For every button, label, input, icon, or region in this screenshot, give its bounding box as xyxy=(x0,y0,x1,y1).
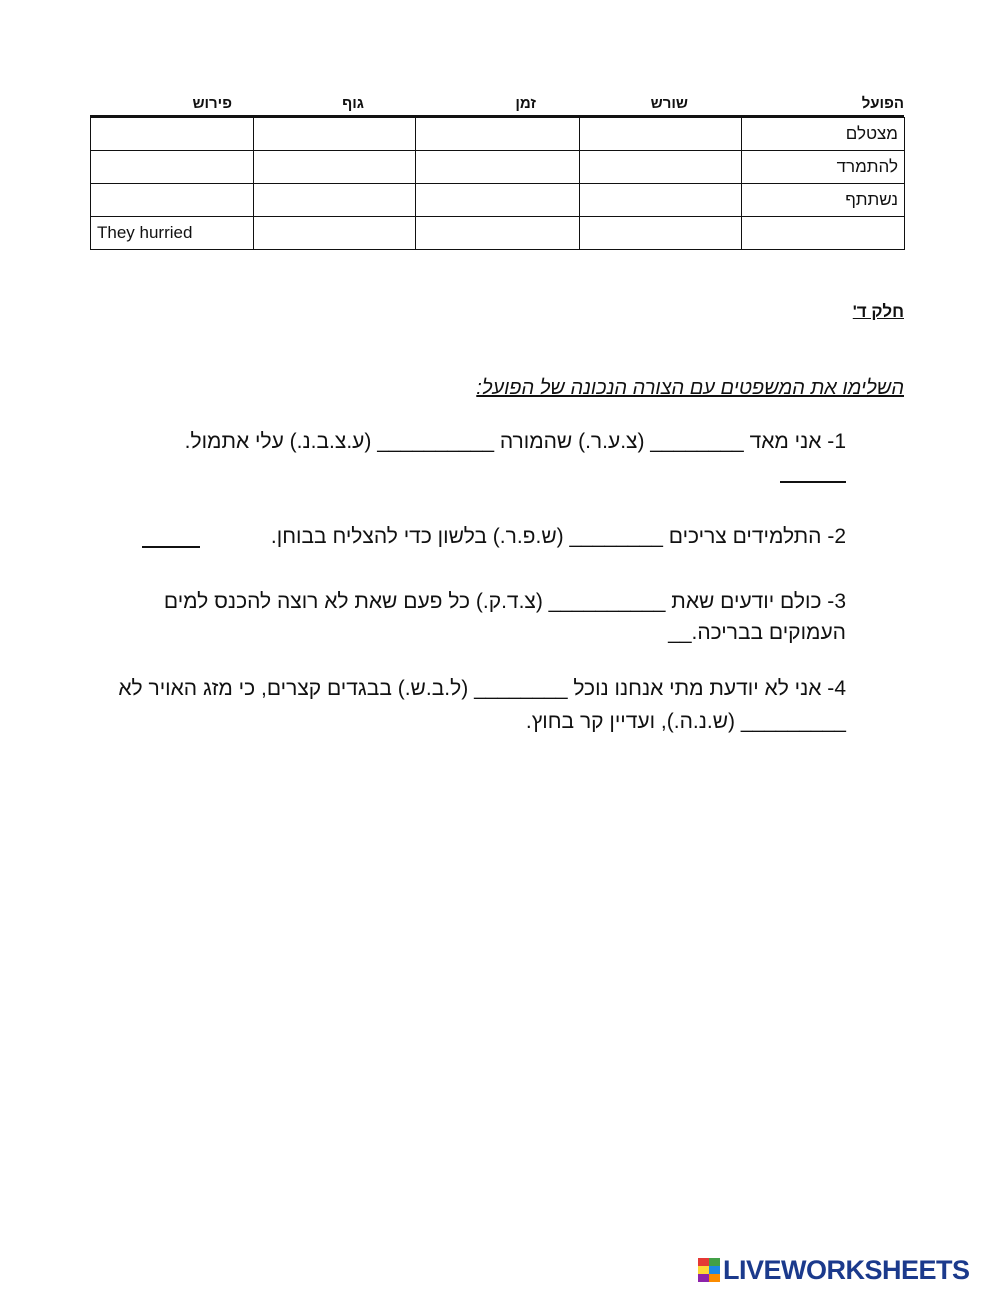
meaning-cell[interactable] xyxy=(91,184,254,217)
verb-cell: נשתתף xyxy=(742,184,905,217)
liveworksheets-logo xyxy=(698,1255,994,1285)
logo-text: LIVEWORKSHEETS xyxy=(723,1254,970,1285)
tense-cell[interactable] xyxy=(416,217,580,250)
root-cell[interactable] xyxy=(580,217,742,250)
meaning-cell: They hurried xyxy=(91,217,254,250)
logo-block xyxy=(698,1266,709,1274)
header-verb: הפועל xyxy=(861,95,904,112)
question-4-continuation: _________ (ש.נ.ה.), ועדיין קר בחוץ. xyxy=(525,710,846,733)
logo-block xyxy=(698,1274,709,1282)
question-2-text: 2- התלמידים צריכים ________ (ש.פ.ר.) בלשון כדי להצליח בבוחן. xyxy=(270,525,846,548)
section-title: חלק ד' xyxy=(852,302,904,321)
table-row xyxy=(91,151,905,184)
table-header-row xyxy=(90,95,904,117)
logo-block xyxy=(709,1274,720,1282)
logo-block xyxy=(698,1258,709,1266)
verb-cell[interactable] xyxy=(742,217,905,250)
table-row xyxy=(91,184,905,217)
meaning-cell[interactable] xyxy=(91,118,254,151)
logo-block xyxy=(709,1258,720,1266)
verb-cell: מצטלם xyxy=(742,118,905,151)
answer-grid xyxy=(90,117,905,250)
answer-blank[interactable] xyxy=(780,481,846,483)
table-row xyxy=(91,118,905,151)
tense-cell[interactable] xyxy=(416,184,580,217)
question-1-text: 1- אני מאד ________ (צ.ע.ר.) שהמורה __________ (ע.צ.ב.נ.) עלי אתמול. xyxy=(184,430,846,453)
root-cell[interactable] xyxy=(580,151,742,184)
question-3-text: 3- כולם יודעים שאת __________ (צ.ד.ק.) כל פעם שאת לא רוצה להכנס למים xyxy=(163,590,846,613)
instruction-text: השלימו את המשפטים עם הצורה הנכונה של הפועל: xyxy=(476,377,904,399)
answer-blank[interactable] xyxy=(142,546,200,548)
logo-mark-icon xyxy=(698,1258,720,1282)
header-meaning: פירוש xyxy=(192,95,232,112)
question-4-text: 4- אני לא יודעת מתי אנחנו נוכל ________ (ל.ב.ש.) בבגדים קצרים, כי מזג האויר לא xyxy=(118,677,846,700)
table-row xyxy=(91,217,905,250)
tense-cell[interactable] xyxy=(416,118,580,151)
meaning-cell[interactable] xyxy=(91,151,254,184)
root-cell[interactable] xyxy=(580,118,742,151)
verb-table xyxy=(90,95,904,250)
person-cell[interactable] xyxy=(254,151,416,184)
verb-cell: להתמרד xyxy=(742,151,905,184)
header-person: גוף xyxy=(342,95,364,112)
person-cell[interactable] xyxy=(254,217,416,250)
root-cell[interactable] xyxy=(580,184,742,217)
tense-cell[interactable] xyxy=(416,151,580,184)
person-cell[interactable] xyxy=(254,118,416,151)
question-3-continuation: העמוקים בבריכה.__ xyxy=(668,621,846,644)
header-tense: זמן xyxy=(515,95,536,112)
person-cell[interactable] xyxy=(254,184,416,217)
logo-block xyxy=(709,1266,720,1274)
header-root: שורש xyxy=(650,95,688,112)
